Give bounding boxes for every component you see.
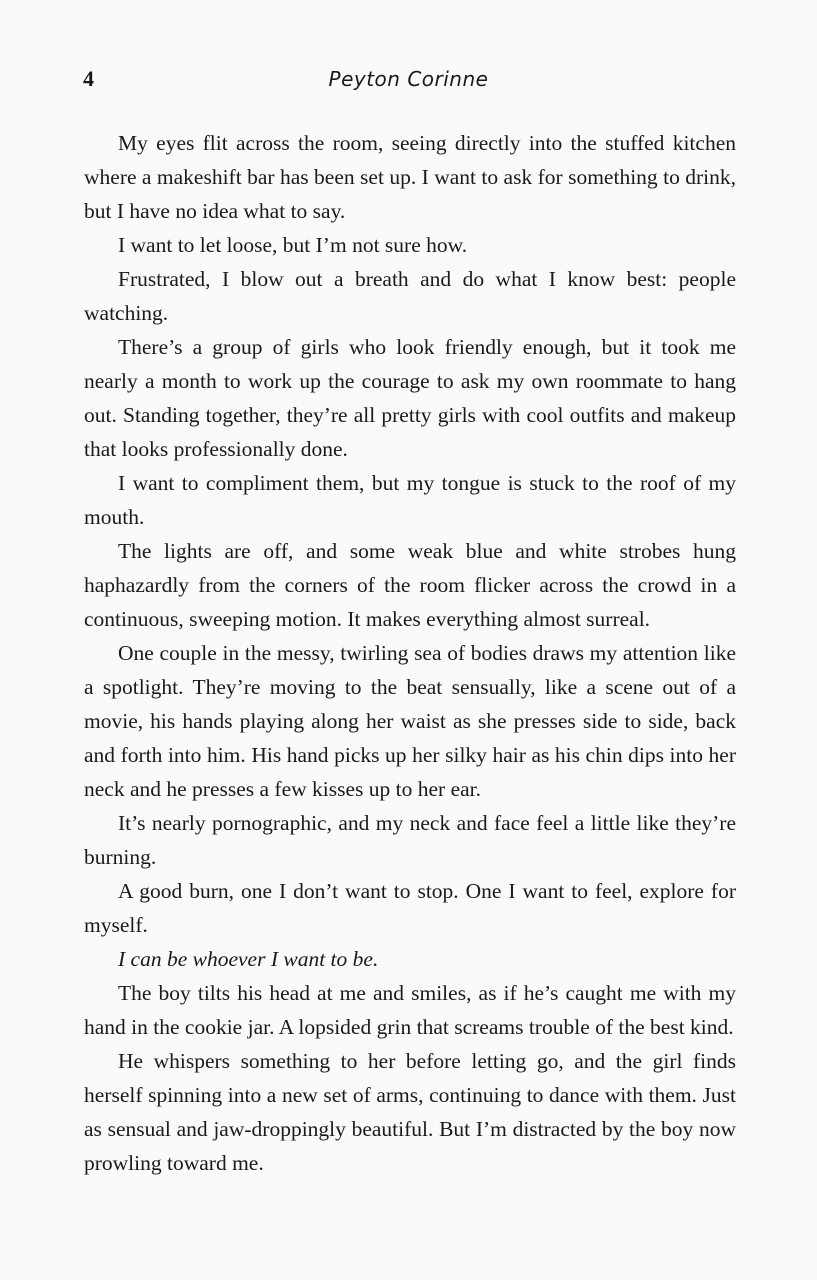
paragraph: A good burn, one I don’t want to stop. One I want to feel, explore for myself. xyxy=(84,879,736,937)
page-number: 4 xyxy=(83,66,94,91)
paragraph: There’s a group of girls who look friendly enough, but it took me nearly a month to work up the courage to ask my own roommate to hang out. Standing together, they’re all pretty girls with cool outfits and makeup that looks professionally done. xyxy=(84,335,736,461)
body-text xyxy=(84,126,736,1180)
paragraph: The boy tilts his head at me and smiles, as if he’s caught me with my hand in the cookie jar. A lopsided grin that screams trouble of the best kind. xyxy=(84,981,736,1039)
italic-thought-paragraph: I can be whoever I want to be. xyxy=(118,947,379,971)
paragraph: It’s nearly pornographic, and my neck and face feel a little like they’re burning. xyxy=(84,811,736,869)
paragraph: The lights are off, and some weak blue and white strobes hung haphazardly from the corners of the room flicker across the crowd in a continuous, sweeping motion. It makes everything almost surreal. xyxy=(84,539,736,631)
paragraph: I want to let loose, but I’m not sure how. xyxy=(118,233,468,257)
paragraph: My eyes flit across the room, seeing directly into the stuffed kitchen where a makeshift bar has been set up. I want to ask for something to drink, but I have no idea what to say. xyxy=(84,131,736,223)
paragraph: I want to compliment them, but my tongue is stuck to the roof of my mouth. xyxy=(84,471,736,529)
paragraph: He whispers something to her before letting go, and the girl finds herself spinning into a new set of arms, continuing to dance with them. Just as sensual and jaw-droppingly beautiful. But I’m distracted by the boy now prowling toward me. xyxy=(84,1049,736,1175)
paragraph: One couple in the messy, twirling sea of bodies draws my attention like a spotlight. They’re moving to the beat sensually, like a scene out of a movie, his hands playing along her waist as she presses side to side, back and forth into him. His hand picks up her silky hair as his chin dips into her neck and he presses a few kisses up to her ear. xyxy=(84,641,736,801)
paragraph: Frustrated, I blow out a breath and do what I know best: people watching. xyxy=(84,267,736,325)
running-head-author: Peyton Corinne xyxy=(328,67,489,91)
